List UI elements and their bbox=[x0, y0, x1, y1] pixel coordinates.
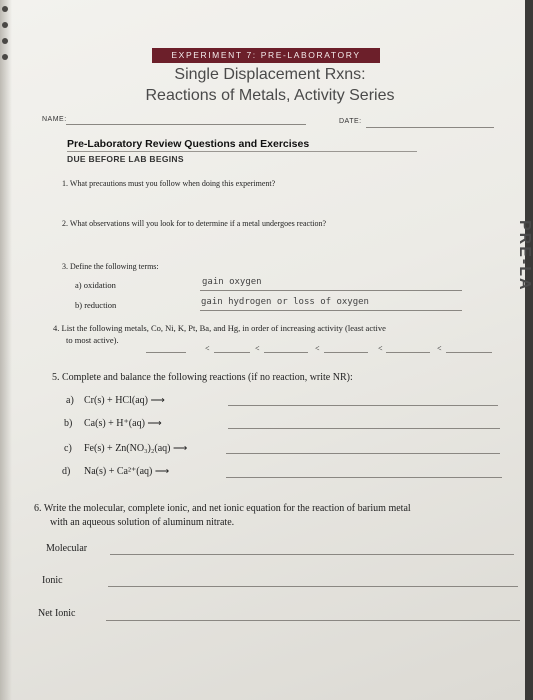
term-oxidation-label: a) oxidation bbox=[75, 280, 116, 290]
reaction-a: Cr(s) + HCl(aq) ⟶ bbox=[84, 395, 165, 406]
activity-blank[interactable] bbox=[386, 352, 430, 353]
reaction-d-label: d) bbox=[62, 466, 71, 477]
section-heading: Pre-Laboratory Review Questions and Exercises bbox=[67, 138, 310, 150]
spiral-hole bbox=[2, 38, 8, 44]
less-than-sign: < bbox=[378, 344, 383, 353]
less-than-sign: < bbox=[205, 344, 210, 353]
question-4-line1: 4. List the following metals, Co, Ni, K, Pt, Ba, and Hg, in order of increasing activity (least active bbox=[53, 323, 386, 333]
less-than-sign: < bbox=[315, 344, 320, 353]
ionic-label: Ionic bbox=[42, 575, 63, 586]
spiral-hole bbox=[2, 22, 8, 28]
activity-blank[interactable] bbox=[214, 352, 250, 353]
question-3: 3. Define the following terms: bbox=[62, 262, 159, 271]
reaction-b: Ca(s) + H⁺(aq) ⟶ bbox=[84, 418, 162, 429]
question-1: 1. What precautions must you follow when doing this experiment? bbox=[62, 179, 276, 188]
reaction-c-answer-line[interactable] bbox=[226, 453, 500, 454]
term-reduction-label: b) reduction bbox=[75, 300, 117, 310]
spiral-hole bbox=[2, 54, 8, 60]
oxidation-answer: gain oxygen bbox=[202, 277, 262, 287]
reaction-b-answer-line[interactable] bbox=[228, 428, 500, 429]
date-label: DATE: bbox=[339, 118, 362, 125]
question-5: 5. Complete and balance the following reactions (if no reaction, write NR): bbox=[52, 372, 353, 383]
question-2: 2. What observations will you look for to determine if a metal undergoes reaction? bbox=[62, 219, 327, 228]
molecular-answer-line[interactable] bbox=[110, 554, 514, 555]
activity-blank[interactable] bbox=[324, 352, 368, 353]
less-than-sign: < bbox=[255, 344, 260, 353]
reduction-answer: gain hydrogen or loss of oxygen bbox=[201, 297, 369, 307]
reduction-answer-line[interactable] bbox=[200, 310, 462, 311]
binding-edge bbox=[0, 0, 12, 700]
question-6-line2: with an aqueous solution of aluminum nitrate. bbox=[50, 517, 235, 528]
net-ionic-answer-line[interactable] bbox=[106, 620, 520, 621]
date-field-line[interactable] bbox=[366, 127, 494, 128]
reaction-d-answer-line[interactable] bbox=[226, 477, 502, 478]
activity-blank[interactable] bbox=[264, 352, 308, 353]
question-6-line1: 6. Write the molecular, complete ionic, and net ionic equation for the reaction of barium metal bbox=[34, 503, 411, 514]
reaction-c: Fe(s) + Zn(NO₃)₂(aq) ⟶ bbox=[84, 443, 188, 454]
activity-blank[interactable] bbox=[446, 352, 492, 353]
activity-blank[interactable] bbox=[146, 352, 186, 353]
reaction-c-label: c) bbox=[64, 443, 72, 454]
net-ionic-label: Net Ionic bbox=[38, 608, 76, 619]
ionic-answer-line[interactable] bbox=[108, 586, 518, 587]
name-field-line[interactable] bbox=[66, 124, 306, 125]
question-4-line2: to most active). bbox=[66, 335, 119, 345]
reaction-d: Na(s) + Ca²⁺(aq) ⟶ bbox=[84, 466, 170, 477]
spiral-hole bbox=[2, 6, 8, 12]
spine-tab-text: PRE-LA bbox=[516, 220, 533, 292]
experiment-banner: EXPERIMENT 7: PRE-LABORATORY bbox=[152, 48, 380, 63]
due-note: DUE BEFORE LAB BEGINS bbox=[67, 154, 184, 164]
name-label: NAME: bbox=[42, 116, 67, 123]
reaction-a-label: a) bbox=[66, 395, 74, 406]
reaction-b-label: b) bbox=[64, 418, 73, 429]
page-title-line2: Reactions of Metals, Activity Series bbox=[145, 87, 395, 104]
oxidation-answer-line[interactable] bbox=[200, 290, 462, 291]
molecular-label: Molecular bbox=[46, 543, 88, 554]
section-rule bbox=[67, 151, 417, 152]
page-title-line1: Single Displacement Rxns: bbox=[174, 66, 366, 83]
less-than-sign: < bbox=[437, 344, 442, 353]
reaction-a-answer-line[interactable] bbox=[228, 405, 498, 406]
